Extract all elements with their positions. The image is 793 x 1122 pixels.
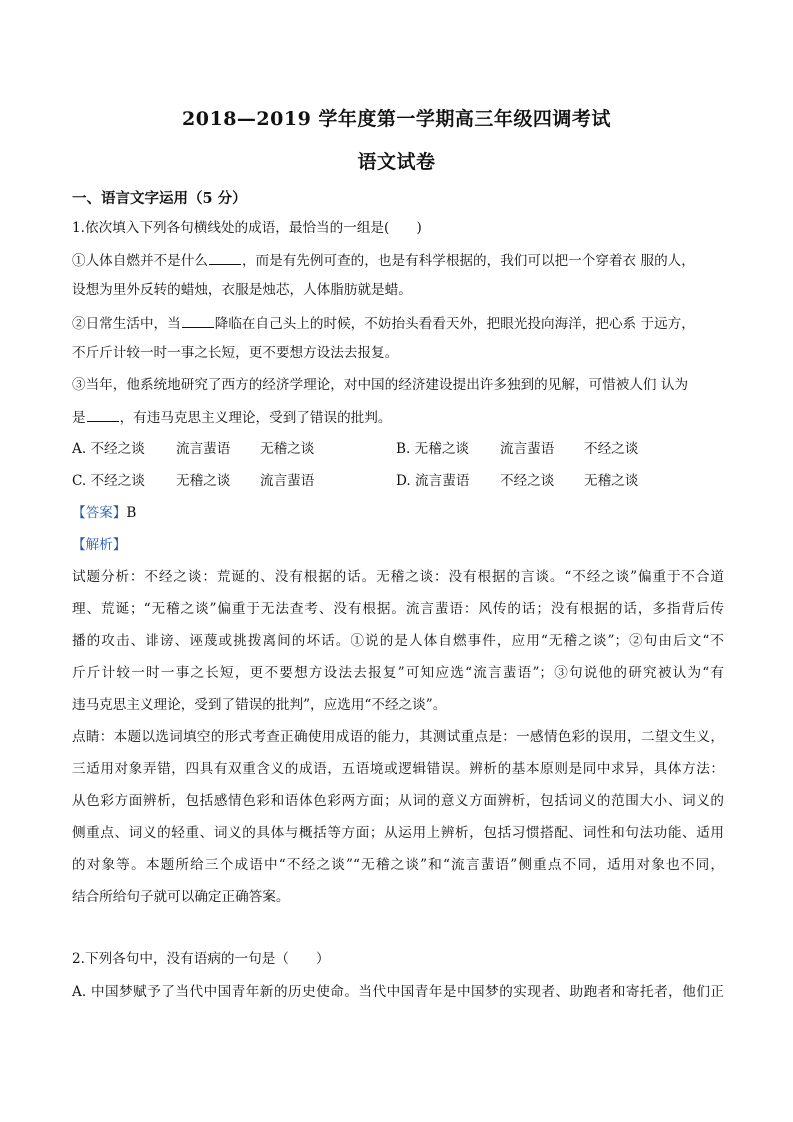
comment-line: 侧重点、词义的轻重、词义的具体与概括等方面；从运用上辨析，包括习惯搭配、词性和句法功能、适用 [72,825,724,841]
sentence-3-text-a: 是 [72,410,86,426]
sentence-3-line-2 [72,407,724,427]
option-d-word-2: 不经之谈 [500,473,555,489]
sentence-2-text-b: 降临在自己头上的时候，不妨抬头看看天外，把眼光投向海洋，把心系 于远方， [214,316,695,332]
option-c-word-1: C. 不经之谈 [72,473,145,489]
option-a-word-1: A. 不经之谈 [72,441,145,457]
question-2-stem: 2.下列各句中，没有语病的一句是（ ） [72,951,330,967]
option-d-word-1: D. 流言蜚语 [396,473,470,489]
fill-blank-1 [209,250,241,265]
sentence-1-line-1 [72,250,724,270]
analysis-line: 违马克思主义理论，受到了错误的批判”，应选用“不经之谈”。 [72,697,447,713]
analysis-line: 理、荒诞；“无稽之谈”偏重于无法查考、没有根据。流言蜚语：风传的话；没有根据的话，多指背后传 [72,601,724,617]
sentence-2-line-1 [72,313,724,333]
exam-subtitle: 语文试卷 [357,151,436,173]
sentence-2-line-2: 不斤斤计较一时一事之长短，更不要想方设法去报复。 [72,345,399,361]
comment-line: 结合所给句子就可以确定正确答案。 [72,889,290,905]
sentence-1-line-2: 设想为里外反转的蜡烛，衣服是烛芯，人体脂肪就是蜡。 [72,282,412,298]
fill-blank-3 [87,407,119,422]
sentence-1-text-b: ，而是有先例可查的，也是有科学根据的，我们可以把一个穿着衣 服的人， [241,253,695,269]
comment-line: 点睛：本题以选词填空的形式考查正确使用成语的能力，其测试重点是：一感情色彩的误用，二望文生义， [72,729,724,745]
question-2-option-a: A. 中国梦赋予了当代中国青年新的历史使命。当代中国青年是中国梦的实现者、助跑者和寄托者，他们正 [72,984,724,1000]
sentence-3-line-1: ③当年，他系统地研究了西方的经济学理论，对中国的经济建设提出许多独到的见解，可惜被人们 认为 [72,377,689,393]
analysis-line: 播的攻击、诽谤、诬蔑或挑拨离间的坏话。①说的是人体自燃事件，应用“无稽之谈”；②句由后文“不 [72,633,724,649]
sentence-3-text-b: ，有违马克思主义理论，受到了错误的批判。 [119,410,392,426]
answer-value: B [126,505,137,521]
comment-line: 三适用对象弄错，四具有双重含义的成语，五语境或逻辑错误。辨析的基本原则是同中求异，具体方法： [72,761,724,777]
option-b-word-3: 不经之谈 [584,441,639,457]
option-c-word-2: 无稽之谈 [176,473,231,489]
sentence-2-text-a: ②日常生活中，当 [72,316,181,332]
comment-line: 从色彩方面辨析，包括感情色彩和语体色彩两方面；从词的意义方面辨析，包括词义的范围大小、词义的 [72,793,724,809]
option-b-word-2: 流言蜚语 [500,441,555,457]
option-b-word-1: B. 无稽之谈 [396,441,470,457]
analysis-line: 试题分析：不经之谈：荒诞的、没有根据的话。无稽之谈：没有根据的言谈。“不经之谈”偏重于不合道 [72,569,724,585]
analysis-line: 斤斤计较一时一事之长短，更不要想方设法去报复”可知应选“流言蜚语”；③句说他的研究被认为“有 [72,665,724,681]
question-1-stem: 1.依次填入下列各句横线处的成语，最恰当的一组是( ) [72,220,422,236]
option-c-word-3: 流言蜚语 [260,473,315,489]
option-a-word-2: 流言蜚语 [176,441,231,457]
option-a-word-3: 无稽之谈 [260,441,315,457]
comment-line: 的对象等。本题所给三个成语中“不经之谈”“无稽之谈”和“流言蜚语”侧重点不同，适用对象也不同， [72,857,724,873]
exam-title: 2018—2019 学年度第一学期高三年级四调考试 [182,108,611,130]
analysis-tag: 【解析】 [72,537,127,553]
analysis-tag-line [72,536,724,554]
option-d-word-3: 无稽之谈 [584,473,639,489]
fill-blank-2 [182,313,214,328]
answer-tag: 【答案】 [72,505,127,521]
section-heading: 一、语言文字运用（5 分） [72,190,247,207]
sentence-1-text-a: ①人体自燃并不是什么 [72,253,208,269]
answer-line [72,504,724,522]
